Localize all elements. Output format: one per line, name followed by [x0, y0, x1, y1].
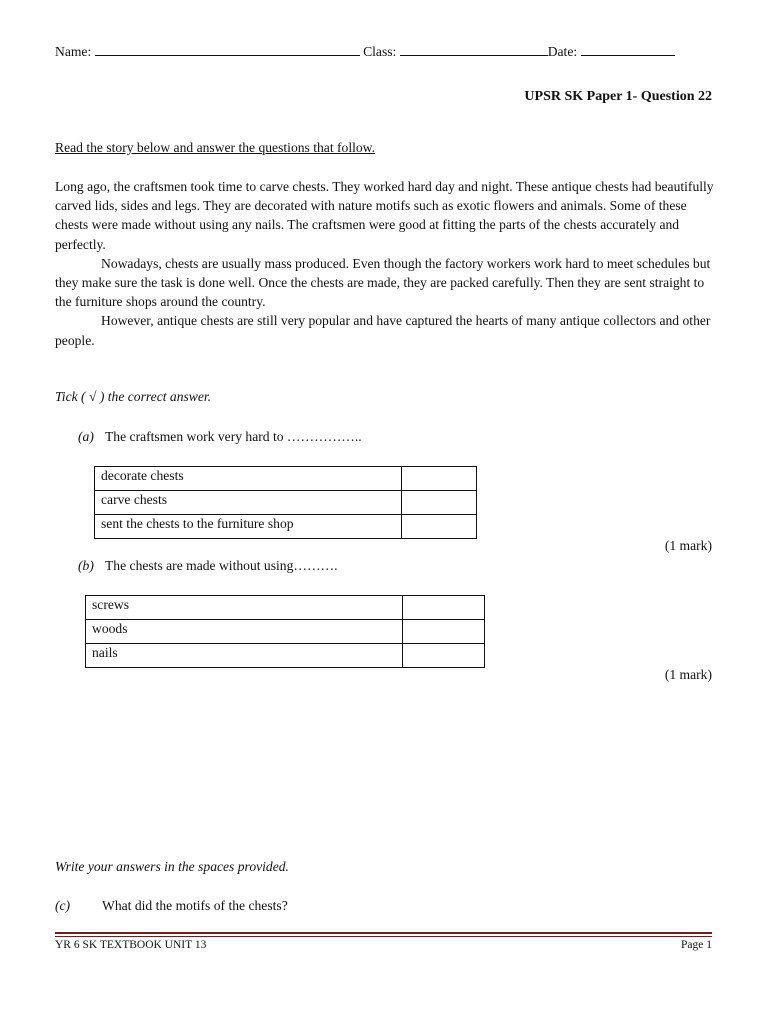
tick-box[interactable] [402, 515, 477, 539]
option-row [95, 467, 477, 491]
option-row [95, 491, 477, 515]
tick-box[interactable] [403, 644, 485, 668]
question-label: (b) [78, 558, 94, 573]
tick-instruction: Tick ( √ ) the correct answer. [55, 389, 212, 404]
page-title: UPSR SK Paper 1- Question 22 [524, 89, 712, 104]
class-label: Class: [363, 44, 397, 59]
name-blank[interactable] [95, 43, 360, 56]
name-label: Name: [55, 44, 92, 59]
story-paragraph: However, antique chests are still very popular and have captured the hearts of many antique collectors and other people. [55, 313, 711, 348]
date-blank[interactable] [581, 43, 675, 56]
class-blank[interactable] [400, 43, 548, 56]
story-paragraph: Long ago, the craftsmen took time to carve chests. They worked hard day and night. These antique chests had beautifully carved lids, sides and legs. They are decorated with nature motifs such as exotic flowers and animals. Some of these chests were made without using any nails. The craftsmen were good at fitting the parts of the chests accurately and perfectly. [55, 179, 714, 252]
option-text: sent the chests to the furniture shop [95, 515, 402, 539]
date-label: Date: [547, 44, 578, 59]
tick-box[interactable] [403, 596, 485, 620]
question-label: (c) [55, 898, 71, 913]
option-text: nails [86, 644, 403, 668]
footer-unit: YR 6 SK TEXTBOOK UNIT 13 [55, 939, 207, 951]
question-text: The craftsmen work very hard to …………….. [105, 429, 362, 444]
tick-box[interactable] [402, 467, 477, 491]
footer-divider [55, 936, 712, 937]
options-table-b [85, 595, 485, 668]
option-text: carve chests [95, 491, 402, 515]
option-row [86, 596, 485, 620]
question-text: What did the motifs of the chests? [102, 898, 288, 913]
tick-box[interactable] [403, 620, 485, 644]
mark-label: (1 mark) [664, 667, 712, 682]
student-info-row [55, 43, 675, 60]
options-table-a [94, 466, 477, 539]
option-row [86, 620, 485, 644]
write-instruction: Write your answers in the spaces provided. [55, 859, 289, 874]
option-text: decorate chests [95, 467, 402, 491]
question-label: (a) [78, 429, 94, 444]
question-text: The chests are made without using………. [105, 558, 338, 573]
story-passage [55, 177, 715, 350]
tick-box[interactable] [402, 491, 477, 515]
footer-divider [55, 932, 712, 934]
option-row [95, 515, 477, 539]
option-text: woods [86, 620, 403, 644]
reading-instruction: Read the story below and answer the questions that follow. [55, 140, 376, 155]
mark-label: (1 mark) [664, 538, 712, 553]
story-paragraph: Nowadays, chests are usually mass produced. Even though the factory workers work hard to meet schedules but they make sure the task is done well. Once the chests are made, they are packed carefully. Then they are sent straight to the furniture shops around the country. [55, 255, 711, 310]
option-text: screws [86, 596, 403, 620]
page-number: Page 1 [681, 939, 712, 951]
option-row [86, 644, 485, 668]
